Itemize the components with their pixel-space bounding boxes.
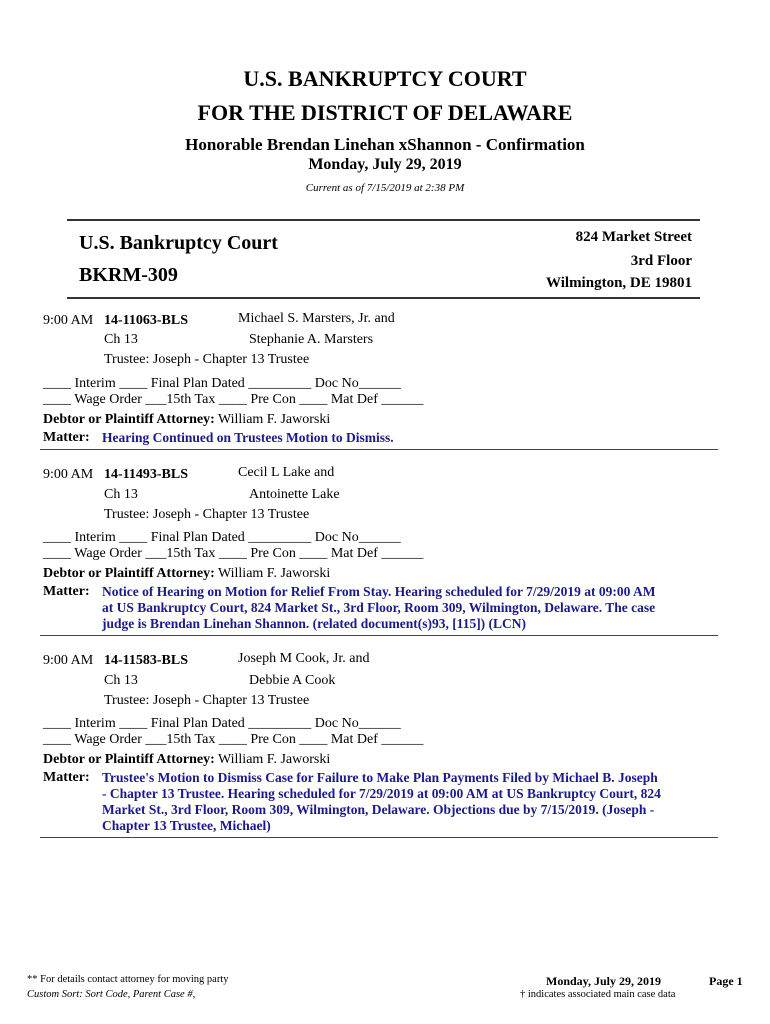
case-chapter: Ch 13 xyxy=(104,673,138,688)
matter-label: Matter: xyxy=(43,430,90,445)
attorney-row xyxy=(43,752,330,768)
district-title: FOR THE DISTRICT OF DELAWARE xyxy=(197,100,573,125)
debtor-name-2: Stephanie A. Marsters xyxy=(249,332,374,347)
case-trustee: Trustee: Joseph - Chapter 13 Trustee xyxy=(104,693,310,708)
matter-text-line: Market St., 3rd Floor, Room 309, Wilmington, Delaware. Objections due by 7/15/2019. (Joseph - xyxy=(102,802,655,817)
debtor-name-2: Debbie A Cook xyxy=(249,673,336,688)
attorney-label: Debtor or Plaintiff Attorney: xyxy=(43,412,215,427)
debtor-name-1: Cecil L Lake and xyxy=(238,465,335,480)
matter-text-line: - Chapter 13 Trustee. Hearing scheduled for 7/29/2019 at 09:00 AM at US Bankruptcy Court, 824 xyxy=(102,786,661,801)
debtor-name-1: Joseph M Cook, Jr. and xyxy=(238,651,370,666)
calendar-date: Monday, July 29, 2019 xyxy=(308,156,462,173)
form-line-1: ____ Interim ____ Final Plan Dated _________ Doc No______ xyxy=(43,716,401,731)
location-city: Wilmington, DE 19801 xyxy=(546,275,692,291)
matter-label: Matter: xyxy=(43,770,90,785)
case-trustee: Trustee: Joseph - Chapter 13 Trustee xyxy=(104,352,310,367)
matter-text-line: at US Bankruptcy Court, 824 Market St., 3rd Floor, Room 309, Wilmington, Delaware. The case xyxy=(102,600,656,615)
attorney-row xyxy=(43,412,330,428)
matter-text: Hearing Continued on Trustees Motion to Dismiss. xyxy=(102,430,394,445)
case-trustee: Trustee: Joseph - Chapter 13 Trustee xyxy=(104,507,310,522)
case-time: 9:00 AM xyxy=(43,653,94,668)
case-time: 9:00 AM xyxy=(43,313,94,328)
header-divider xyxy=(67,219,700,221)
case-divider xyxy=(40,449,718,450)
location-street: 824 Market Street xyxy=(575,229,692,245)
matter-label: Matter: xyxy=(43,584,90,599)
location-divider xyxy=(67,297,700,299)
case-divider xyxy=(40,837,718,838)
matter-text-line: Trustee's Motion to Dismiss Case for Failure to Make Plan Payments Filed by Michael B. Joseph xyxy=(102,770,658,785)
page-number: Page 1 xyxy=(709,974,743,988)
form-line-2: ____ Wage Order ___15th Tax ____ Pre Con ____ Mat Def ______ xyxy=(43,732,424,747)
case-chapter: Ch 13 xyxy=(104,332,138,347)
form-line-2: ____ Wage Order ___15th Tax ____ Pre Con ____ Mat Def ______ xyxy=(43,546,424,561)
court-title: U.S. BANKRUPTCY COURT xyxy=(243,66,527,91)
form-line-1: ____ Interim ____ Final Plan Dated _________ Doc No______ xyxy=(43,530,401,545)
case-number: 14-11583-BLS xyxy=(104,653,189,668)
footer-dagger-note: † indicates associated main case data xyxy=(520,989,676,1000)
matter-text-line: Notice of Hearing on Motion for Relief From Stay. Hearing scheduled for 7/29/2019 at 09:00 AM xyxy=(102,584,656,599)
location-court-name: U.S. Bankruptcy Court xyxy=(79,232,278,254)
current-as-of: Current as of 7/15/2019 at 2:38 PM xyxy=(305,182,465,194)
debtor-name-1: Michael S. Marsters, Jr. and xyxy=(238,311,395,326)
case-time: 9:00 AM xyxy=(43,467,94,482)
attorney-label: Debtor or Plaintiff Attorney: xyxy=(43,752,215,767)
location-floor: 3rd Floor xyxy=(630,253,692,269)
case-chapter: Ch 13 xyxy=(104,487,138,502)
attorney-row xyxy=(43,566,330,582)
case-number: 14-11063-BLS xyxy=(104,313,189,328)
case-divider xyxy=(40,635,718,636)
footer-note: ** For details contact attorney for moving party xyxy=(27,974,229,985)
form-line-2: ____ Wage Order ___15th Tax ____ Pre Con ____ Mat Def ______ xyxy=(43,392,424,407)
footer-date: Monday, July 29, 2019 xyxy=(546,974,662,988)
debtor-name-2: Antoinette Lake xyxy=(249,487,340,502)
attorney-name: William F. Jaworski xyxy=(217,412,331,427)
form-line-1: ____ Interim ____ Final Plan Dated _________ Doc No______ xyxy=(43,376,401,391)
matter-text-line: judge is Brendan Linehan Shannon. (related document(s)93, [115]) (LCN) xyxy=(102,616,527,631)
footer-sort-note: Custom Sort: Sort Code, Parent Case #, xyxy=(27,989,196,1000)
matter-text-line: Chapter 13 Trustee, Michael) xyxy=(102,818,271,833)
attorney-name: William F. Jaworski xyxy=(217,566,331,581)
case-number: 14-11493-BLS xyxy=(104,467,189,482)
location-room: BKRM-309 xyxy=(79,264,178,286)
attorney-name: William F. Jaworski xyxy=(217,752,331,767)
attorney-label: Debtor or Plaintiff Attorney: xyxy=(43,566,215,581)
judge-line: Honorable Brendan Linehan xShannon - Confirmation xyxy=(185,135,585,154)
